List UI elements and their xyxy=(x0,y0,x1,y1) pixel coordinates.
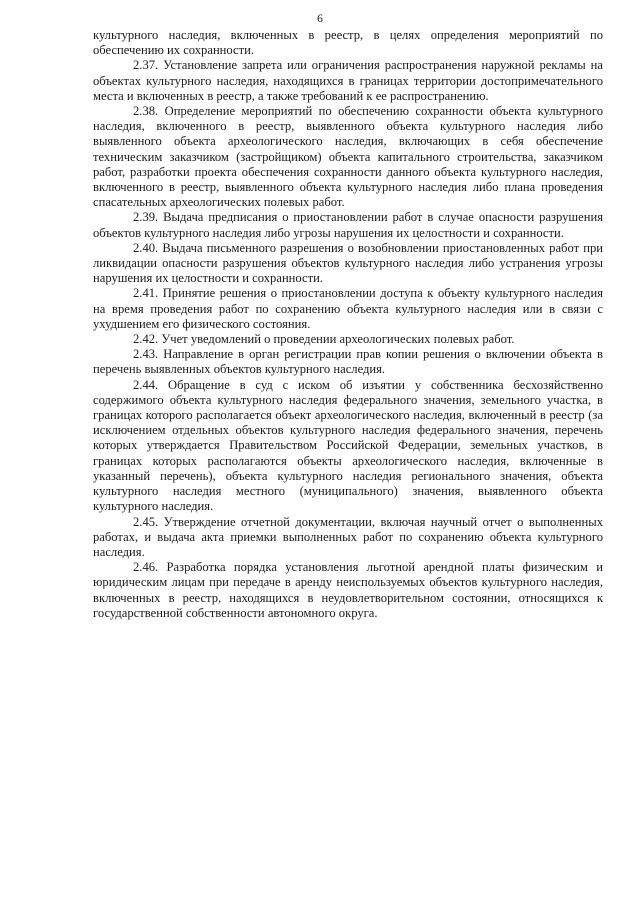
paragraph-2-45: 2.45. Утверждение отчетной документации, включая научный отчет о выполненных работах, и выдача акта приемки выполненных работ по сохранению объекта культурного наследия. xyxy=(93,514,603,559)
paragraph-continuation: культурного наследия, включенных в реестр, в целях определения мероприятий по обеспечению их сохранности. xyxy=(93,28,603,58)
page-number: 6 xyxy=(317,13,323,25)
paragraph-2-43: 2.43. Направление в орган регистрации прав копии решения о включении объекта в перечень выявленных объектов культурного наследия. xyxy=(93,347,603,377)
paragraph-2-40: 2.40. Выдача письменного разрешения о возобновлении приостановленных работ при ликвидации опасности разрушения объектов культурного наследия либо устранения угрозы нарушения их целостности и сохранности. xyxy=(93,240,603,286)
paragraph-2-41: 2.41. Принятие решения о приостановлении доступа к объекту культурного наследия на время проведения работ по сохранению объекта культурного наследия или в связи с ухудшением его физического состояния. xyxy=(93,286,603,331)
paragraph-2-38: 2.38. Определение мероприятий по обеспечению сохранности объекта культурного наследия, включенного в реестр, выявленного объекта культурного наследия либо выявленного объекта археологического наследия, включающих в себя обеспечение техническим заказчиком (застройщиком) объекта капитального строительства, заказчиком работ, разработки проекта обеспечения сохранности данного объекта культурного наследия, включенного в реестр, выявленного объекта культурного наследия либо плана проведения спасательных археологических полевых работ. xyxy=(93,104,603,210)
paragraph-2-37: 2.37. Установление запрета или ограничения распространения наружной рекламы на объектах культурного наследия, находящихся в границах территории достопримечательного места и включенных в реестр, а также требований к ее распространению. xyxy=(93,58,603,103)
paragraph-2-44: 2.44. Обращение в суд с иском об изъятии у собственника бесхозяйственно содержимого объекта культурного наследия федерального значения, земельного участка, в границах которого располагается объект археологического наследия, включенный в реестр (за исключением отдельных объектов культурного наследия федерального значения, перечень которых утверждается Правительством Российской Федерации, земельных участков, в границах которых располагаются объекты археологического наследия, включенные в указанный перечень), объекта культурного наследия регионального значения, объекта культурного наследия местного (муниципального) значения, выявленного объекта культурного наследия. xyxy=(93,377,603,514)
paragraph-2-42: 2.42. Учет уведомлений о проведении археологических полевых работ. xyxy=(133,332,515,347)
paragraph-2-39: 2.39. Выдача предписания о приостановлении работ в случае опасности разрушения объектов культурного наследия либо угрозы нарушения их целостности и сохранности. xyxy=(93,210,603,240)
document-body xyxy=(93,28,603,621)
paragraph-2-46: 2.46. Разработка порядка установления льготной арендной платы физическим и юридическим лицам при передаче в аренду неиспользуемых объектов культурного наследия, включенных в реестр, находящихся в неудовлетворительном состоянии, относящихся к государственной собственности автономного округа. xyxy=(93,560,603,620)
